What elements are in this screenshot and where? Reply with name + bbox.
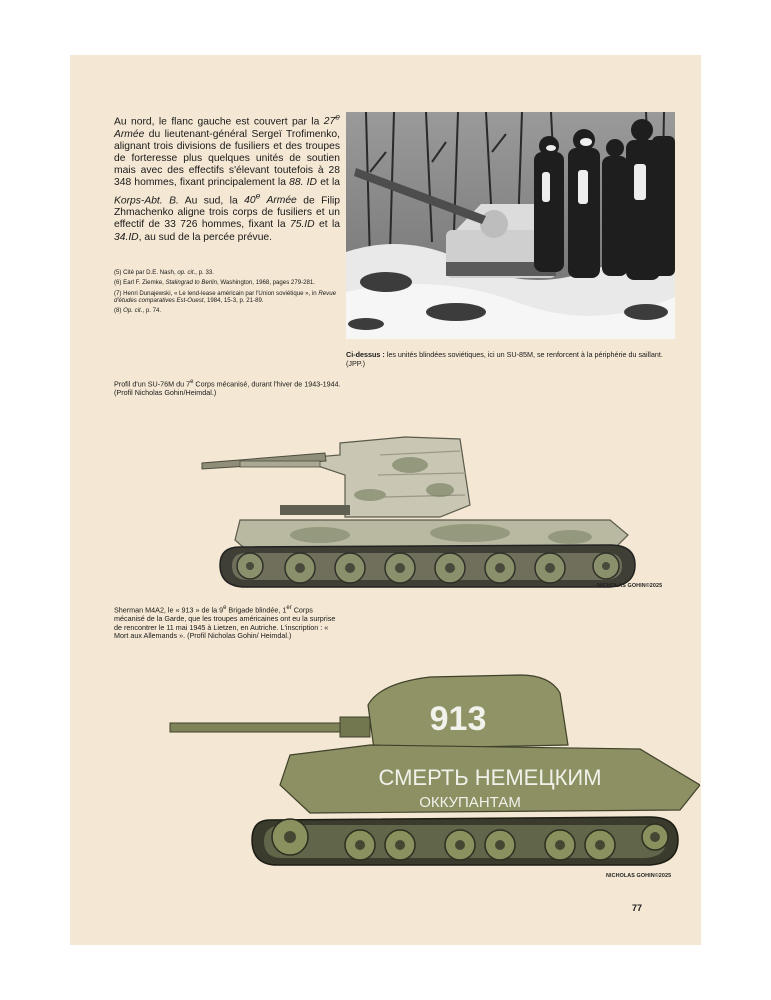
id88-label: 88. ID [289,177,317,189]
intro-text: Au nord, le flanc gauche est couvert par la [114,116,324,128]
footnote-italic: Stalingrad to Berlin [165,279,217,287]
sherman-caption-sup: er [286,605,292,611]
intro-text: de Filip Zhmachenko aligne trois corps de fusiliers et un effectif de 33 726 hommes, fixant la [114,195,341,231]
sherman-caption-text: Brigade blindée, 1 [226,605,287,615]
su76-caption [114,378,344,398]
su76-caption-text: Profil d'un SU-76M du 7 [114,379,191,389]
army40-number [244,190,297,207]
footnote-italic: Revue d'études comparatives Est-Ouest [114,289,337,304]
footnote-text: , p. 33. [195,269,214,276]
footnote-text: , Washington, 1968, pages 279-281. [216,279,315,287]
footnote-text: (8) [114,307,124,315]
sherman-caption [114,604,342,641]
intro-text: du lieutenant-général Sergeï Trofimenko, alignant trois divisions de fusiliers et des troupes de forteresse plus quelques unités de soutien mais avec des effectifs s'élevant toutefois à 28 348 hommes, fixant principalement la [114,128,340,189]
army40-word: Armée [266,195,297,207]
footnote-italic: Op. cit. [123,307,143,315]
army27-word: Armée [114,128,145,140]
su85m-photo [346,112,675,339]
sherman-profile-credit: NICHOLAS GOHIN©2025 [606,873,672,879]
su76m-illustration [140,435,663,595]
su76-caption-text: Corps mécanisé, durant l'hiver de 1943-1944. (Profil Nicholas Gohin/Heimdal.) [114,379,341,397]
turret-number: 913 [429,700,487,738]
footnote-text: (7) Henri Dunajewski, « Le lend-lease américain par l'Union soviétique », in [114,289,319,297]
id34-label: 34.ID [114,231,139,243]
footnote-6 [114,279,340,286]
su76-caption-sup: e [190,379,194,385]
hull-inscription-line1: СМЕРТЬ НЕМЕЦКИМ [378,765,602,790]
winter-photo-image [346,112,675,339]
photo-caption [346,351,668,368]
army40-value: 40 [244,195,256,207]
army27-sup: e [335,112,340,122]
intro-text: et la [316,177,340,189]
photo-caption-lead: Ci-dessus : [346,350,385,359]
intro-paragraph [114,111,340,244]
sherman-illustration [140,645,700,875]
footnote-8 [114,307,340,314]
page-number: 77 [632,903,643,913]
photo-caption-text: les unités blindées soviétiques, ici un SU-85M, se renforcent à la périphérie du saillant. (JPP.) [346,350,663,368]
sherman-caption-text: Corps mécanisé de la Garde, que les troupes américaines ont eu la surprise de rencontrer le 11 mai 1945 à Lietzen, en Autriche. L'inscription : « Mort aux Allemands ». (Profil Nicholas Gohin/ Heimdal.) [114,605,336,641]
sherman-caption-sup: e [223,605,227,611]
army27-value: 27 [323,116,336,128]
footnote-text: (5) Cité par D.E. Nash, [114,269,178,276]
sherman-profile [140,645,700,880]
su76-profile-credit: NICHOLAS GOHIN©2025 [597,583,663,589]
footnote-5 [114,269,340,276]
footnotes [114,269,340,317]
hull-inscription-line2: ОККУПАНТАМ [419,794,521,811]
intro-text: et la [314,219,341,231]
footnote-7 [114,290,340,305]
footnote-text: , p. 74. [142,307,162,315]
footnote-italic: op. cit. [177,269,196,276]
intro-text: , au sud de la percée prévue. [138,231,273,243]
army40-sup: e [255,190,261,201]
su76m-profile [140,435,663,600]
footnote-text: (6) Earl F. Ziemke, [114,279,166,287]
intro-text: Au sud, la [178,195,245,207]
korps-label: Korps-Abt. B. [114,195,179,207]
page-background [70,55,701,945]
footnote-text: , 1984, 15-3, p. 21-89. [203,296,264,304]
sherman-caption-text: Sherman M4A2, le « 913 » de la 9 [114,605,224,615]
id75-label: 75.ID [289,219,315,231]
